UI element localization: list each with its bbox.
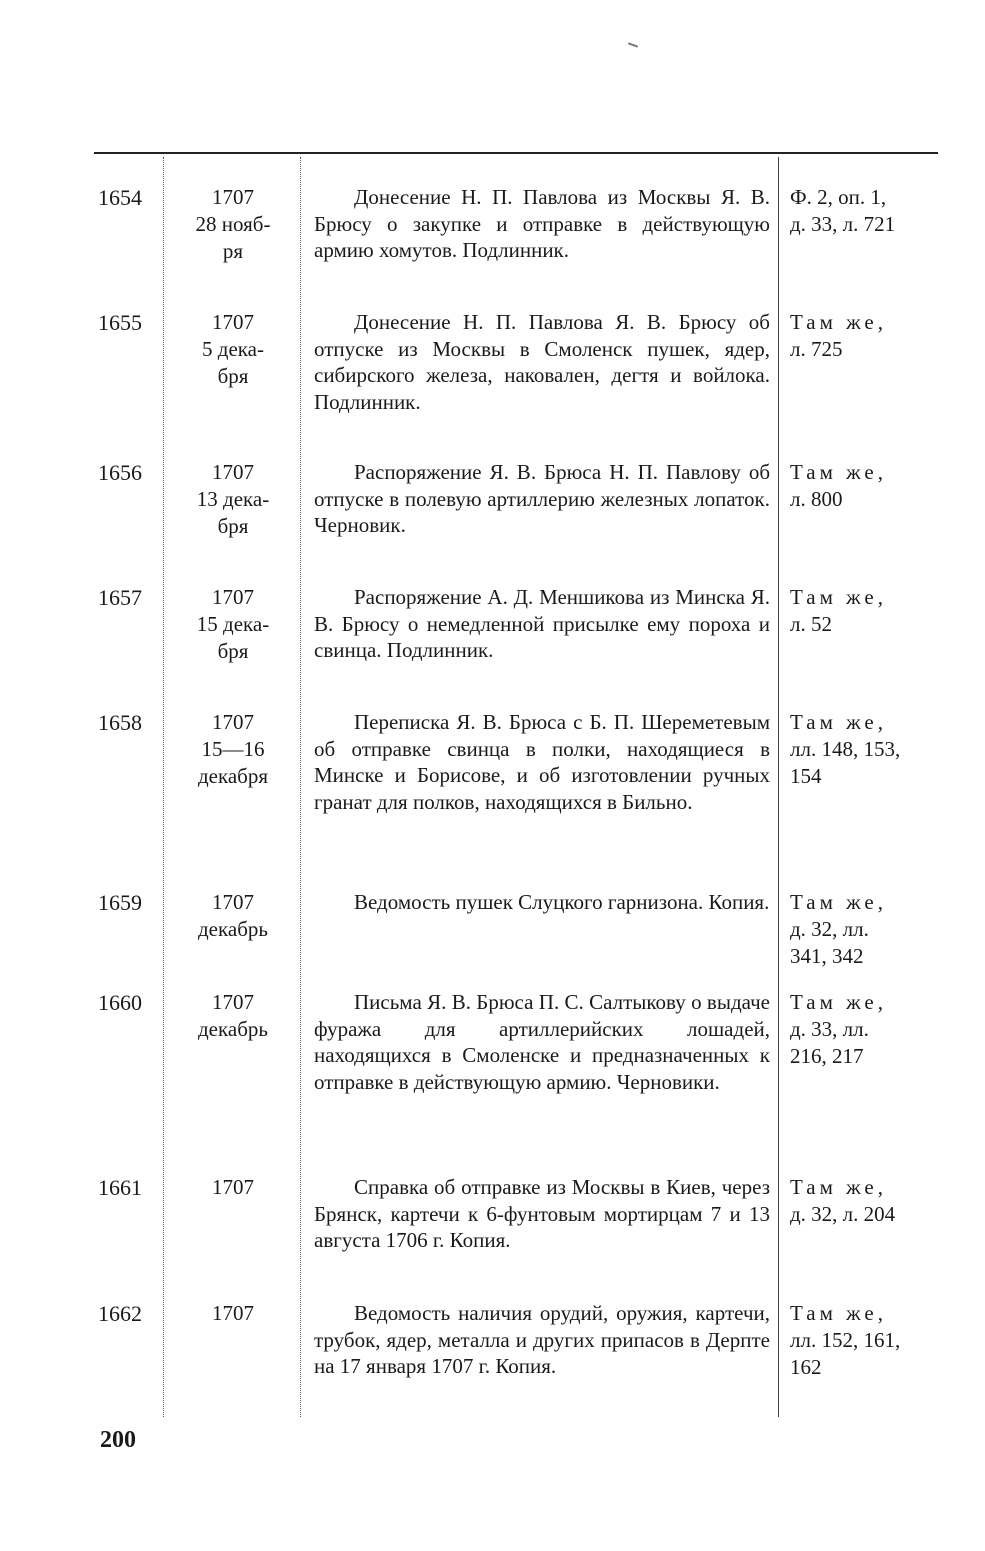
entry-number: 1662 (98, 1301, 142, 1326)
entry-number: 1656 (98, 460, 142, 485)
entry-description: Справка об отправке из Москвы в Киев, через Брянск, картечи к 6-фунтовым мортирцам 7 и 13 августа 1706 г. Копия. (314, 1175, 770, 1252)
entry-reference: Там же, л. 52 (790, 585, 887, 636)
entry-description: Переписка Я. В. Брюса с Б. П. Шереметевым об отправке свинца в полки, находящиеся в Минске и Борисове, и об изготовлении ручных гранат для полков, находящихся в Бильно. (314, 710, 770, 814)
entry-reference: Ф. 2, оп. 1, д. 33, л. 721 (790, 185, 896, 236)
entry-date: 1707 13 дека- бря (196, 460, 270, 538)
entry-description: Донесение Н. П. Павлова Я. В. Брюсу об отпуске из Москвы в Смоленск пушек, ядер, сибирского железа, наковален, дегтя и войлока. Подлинник. (314, 310, 770, 414)
entry-date: 1707 15—16 декабря (197, 710, 269, 788)
entry-date: 1707 (212, 1175, 254, 1199)
entry-date: 1707 декабрь (198, 990, 268, 1041)
entry-reference: Там же, лл. 148, 153, 154 (790, 710, 901, 788)
entry-date: 1707 5 дека- бря (202, 310, 264, 388)
entry-reference: Там же, д. 32, лл. 341, 342 (790, 890, 887, 968)
entry-reference: Там же, л. 725 (790, 310, 887, 361)
column-divider-number-date (163, 157, 165, 1417)
print-speck (628, 42, 638, 47)
entry-number: 1657 (98, 585, 142, 610)
entry-number: 1655 (98, 310, 142, 335)
entry-reference: Там же, д. 33, лл. 216, 217 (790, 990, 887, 1068)
column-divider-date-description (300, 157, 302, 1417)
entry-description: Распоряжение Я. В. Брюса Н. П. Павлову об отпуске в полевую артиллерию железных лопаток. Черновик. (314, 460, 770, 537)
entry-description: Письма Я. В. Брюса П. С. Салтыкову о выдаче фуража для артиллерийских лошадей, находящихся в Смоленске и предназначенных к отправке в действующую армию. Черновики. (314, 990, 770, 1094)
entry-number: 1661 (98, 1175, 142, 1200)
entry-date: 1707 (212, 1301, 254, 1325)
entry-number: 1658 (98, 710, 142, 735)
entry-date: 1707 декабрь (198, 890, 268, 941)
entry-date: 1707 15 дека- бря (196, 585, 270, 663)
entry-description: Ведомость пушек Слуцкого гарнизона. Копия. (354, 890, 770, 914)
page-number: 200 (100, 1427, 136, 1453)
entry-date: 1707 28 нояб- ря (195, 185, 271, 263)
column-divider-description-reference (778, 157, 780, 1417)
entry-description: Ведомость наличия орудий, оружия, картечи, трубок, ядер, металла и других припасов в Дерпте на 17 января 1707 г. Копия. (314, 1301, 770, 1378)
entry-number: 1659 (98, 890, 142, 915)
entry-number: 1660 (98, 990, 142, 1015)
entry-reference: Там же, лл. 152, 161, 162 (790, 1301, 901, 1379)
entry-number: 1654 (98, 185, 142, 210)
entry-description: Донесение Н. П. Павлова из Москвы Я. В. Брюсу о закупке и отправке в действующую армию хомутов. Подлинник. (314, 185, 770, 262)
entry-description: Распоряжение А. Д. Меншикова из Минска Я. В. Брюсу о немедленной присылке ему пороха и свинца. Подлинник. (314, 585, 770, 662)
entry-reference: Там же, д. 32, л. 204 (790, 1175, 896, 1226)
table-top-rule (94, 152, 938, 154)
entry-reference: Там же, л. 800 (790, 460, 887, 511)
